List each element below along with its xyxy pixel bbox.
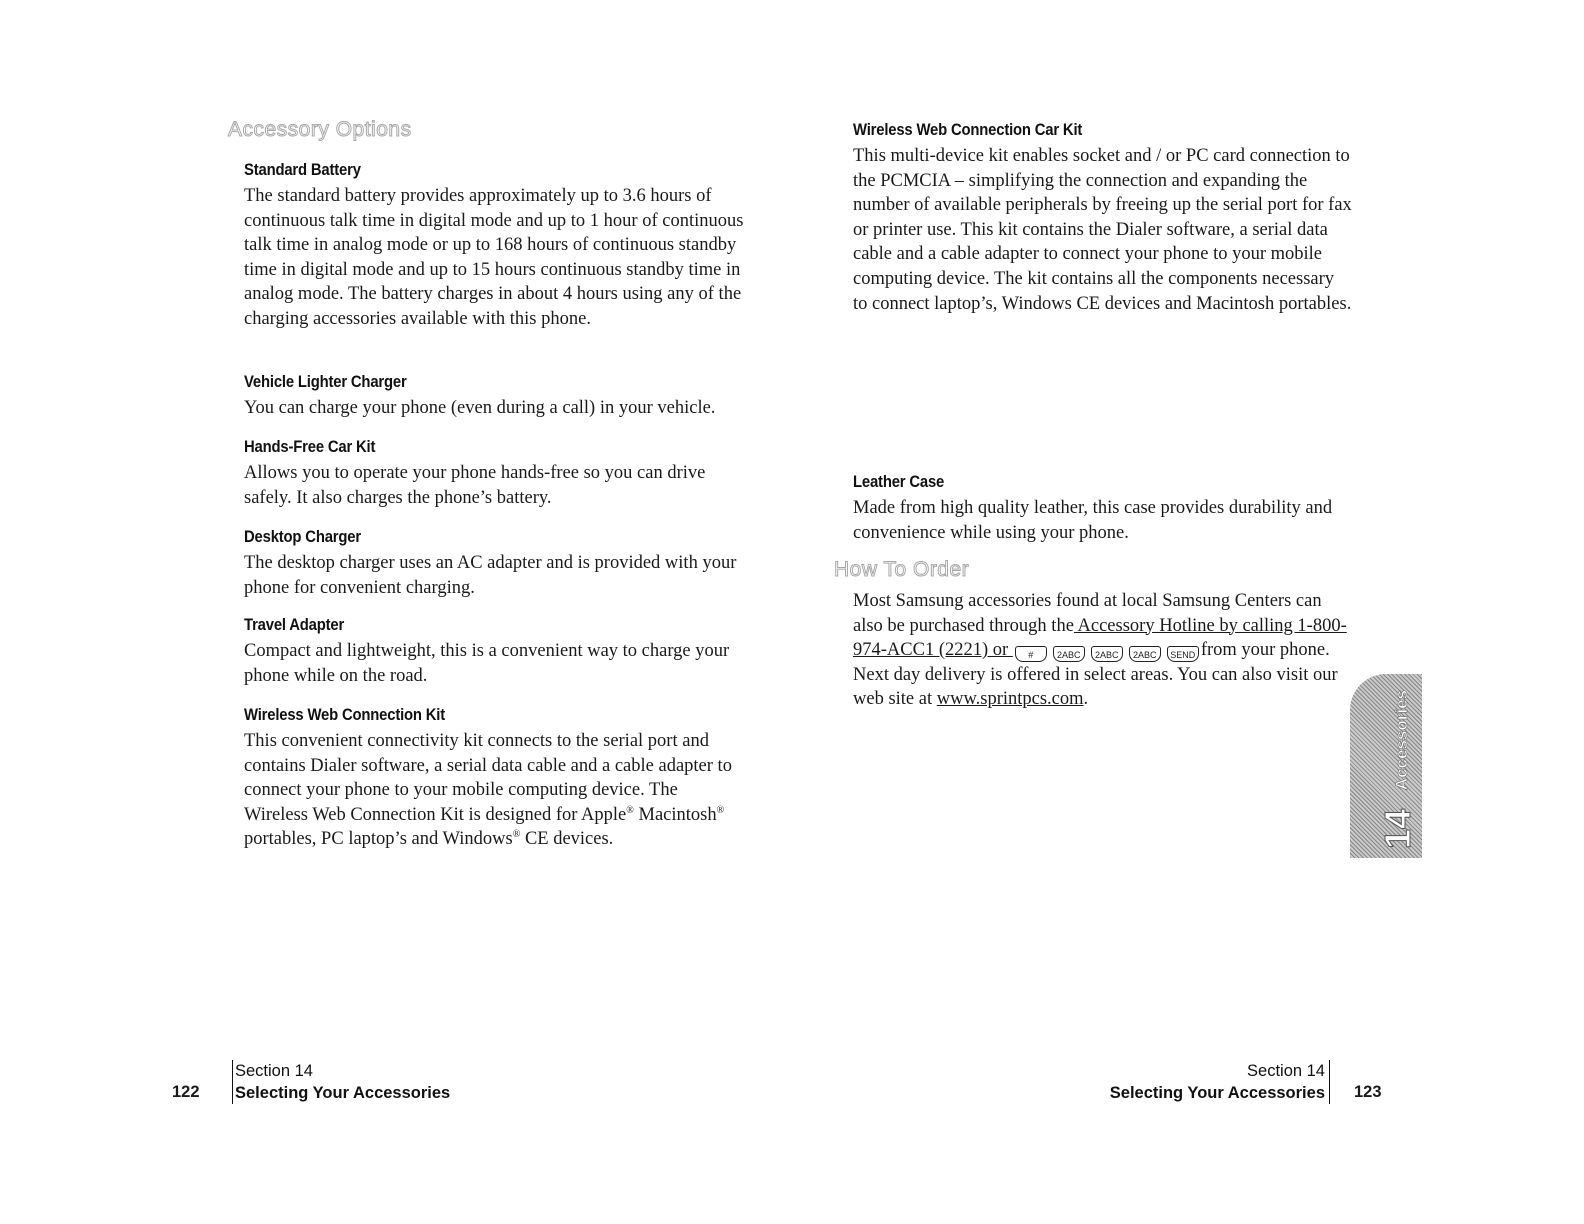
how-to-order-text: Most Samsung accessories found at local Samsung Centers can also be purchased through the Accessory Hotline by calling 1-800-974-ACC1 (2221) or # 2ABC 2ABC 2ABC SEND from your phone. Next day delivery is offered in select areas. You can also visit our web site at www.sprintpcs.com. (853, 591, 1347, 710)
entry-wireless-web-connection-kit (244, 705, 744, 852)
section-title-accessory-options: Accessory Options (228, 118, 412, 141)
footer-title: Selecting Your Accessories (1109, 1084, 1325, 1102)
sprintpcs-link[interactable]: www.sprintpcs.com (936, 689, 1084, 710)
send-key-icon: SEND (1167, 646, 1199, 662)
entry-heading: Hands-Free Car Kit (244, 438, 376, 456)
footer-title: Selecting Your Accessories (235, 1084, 451, 1102)
entry-text: This convenient connectivity kit connects to the serial port and contains Dialer software, a serial data cable and a cable adapter to connect your phone to your mobile computing device. The Wireless Web Connection Kit is designed for Apple® Macintosh® portables, PC laptop’s and Windows® CE devices. (244, 731, 732, 850)
order-text-mid: from your phone. Next day delivery is offered in select areas. You can also visit our web site at (853, 640, 1338, 710)
entry-text: The standard battery provides approximately up to 3.6 hours of continuous talk time in digital mode and up to 1 hour of continuous talk time in analog mode or up to 168 hours of continuous standby time in digital mode and up to 15 hours continuous standby time in analog mode. The battery charges in about 4 hours using any of the charging accessories available with this phone. (244, 186, 744, 329)
entry-text: The desktop charger uses an AC adapter and is provided with your phone for convenient charging. (244, 553, 737, 598)
keypad-sequence (1015, 646, 1199, 662)
entry-wireless-web-connection-car-kit (853, 120, 1353, 316)
section-tab-label: Accessories (1392, 690, 1411, 791)
entry-desktop-charger (244, 527, 744, 600)
entry-text: Allows you to operate your phone hands-free so you can drive safely. It also charges the phone’s battery. (244, 463, 706, 508)
two-key-icon: 2ABC (1053, 646, 1085, 662)
entry-standard-battery (244, 160, 744, 332)
entry-hands-free-car-kit (244, 437, 744, 510)
section-title-how-to-order: How To Order (834, 558, 970, 581)
pound-key-icon: # (1015, 646, 1047, 662)
section-tab-number: 14 (1377, 808, 1419, 850)
entry-heading: Vehicle Lighter Charger (244, 373, 407, 391)
page-number-right: 123 (1354, 1083, 1382, 1101)
entry-text: Made from high quality leather, this case provides durability and convenience while using your phone. (853, 498, 1333, 543)
entry-text: Compact and lightweight, this is a convenient way to charge your phone while on the road. (244, 641, 730, 686)
entry-leather-case (853, 472, 1353, 545)
two-key-icon: 2ABC (1129, 646, 1161, 662)
entry-vehicle-lighter-charger (244, 372, 744, 421)
footer-section: Section 14 (1247, 1062, 1325, 1080)
entry-text: This multi-device kit enables socket and / or PC card connection to the PCMCIA – simplifying the connection and expanding the number of available peripherals by freeing up the serial port for fax or printer use. This kit contains the Dialer software, a serial data cable and a cable adapter to connect your phone to your mobile computing device. The kit contains all the components necessary to connect laptop’s, Windows CE devices and Macintosh portables. (853, 146, 1352, 314)
two-key-icon: 2ABC (1091, 646, 1123, 662)
entry-heading: Wireless Web Connection Car Kit (853, 121, 1083, 139)
footer-left (232, 1060, 450, 1104)
page-number-left: 122 (172, 1083, 200, 1101)
footer-section: Section 14 (235, 1062, 313, 1080)
entry-heading: Leather Case (853, 473, 945, 491)
entry-heading: Travel Adapter (244, 616, 345, 634)
entry-text: You can charge your phone (even during a call) in your vehicle. (244, 398, 716, 418)
entry-heading: Wireless Web Connection Kit (244, 706, 446, 724)
order-text-start: Most Samsung accessories found at local Samsung Centers can also be purchased through the (853, 591, 1322, 636)
entry-heading: Standard Battery (244, 161, 361, 179)
footer-right (1110, 1060, 1330, 1104)
entry-heading: Desktop Charger (244, 528, 361, 546)
entry-travel-adapter (244, 615, 744, 688)
accessory-hotline-link[interactable]: Accessory Hotline by calling 1-800-974-ACC1 (2221) or (853, 615, 1347, 661)
